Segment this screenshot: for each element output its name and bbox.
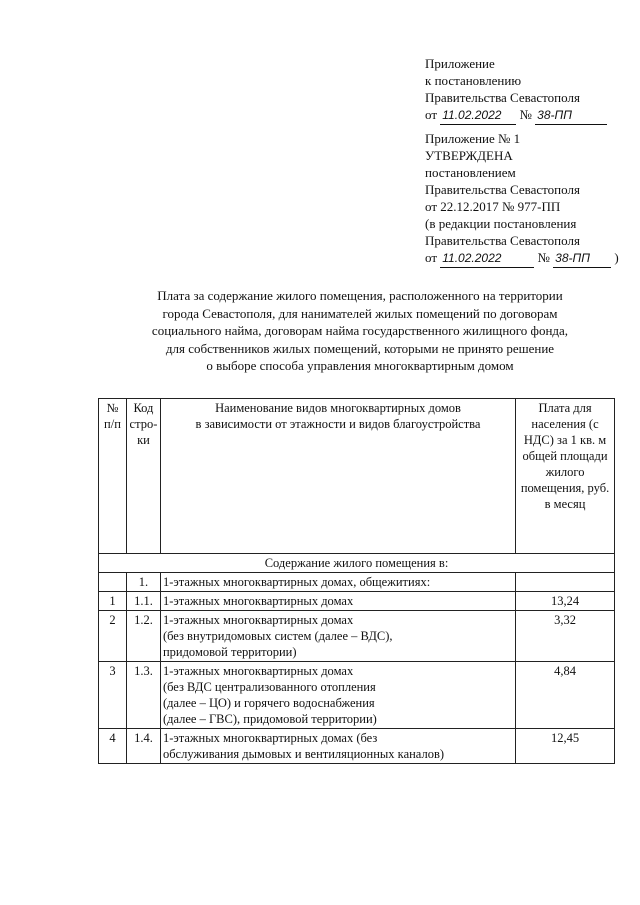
- approval-line: УТВЕРЖДЕНА: [425, 148, 513, 163]
- group-code: 1.: [126, 573, 160, 592]
- approval-line: Приложение № 1: [425, 131, 521, 146]
- approval-number: 38-ПП: [553, 250, 611, 268]
- approval-line: постановлением: [425, 165, 516, 180]
- group-name: 1-этажных многоквартирных домах, общежитиях:: [160, 573, 515, 592]
- approval-line: Правительства Севастополя: [425, 233, 580, 248]
- row-name: 1-этажных многоквартирных домах (без обслуживания дымовых и вентиляционных каналов): [160, 729, 515, 764]
- document-title: Плата за содержание жилого помещения, расположенного на территории города Севастополя, для нанимателей жилых помещений по договорам социального найма, договорам найма государственного жилищного фонда, для собственников жилых помещений, которыми не принято решение о выборе способа управления многоквартирным домом: [151, 288, 569, 373]
- table-row: [99, 662, 615, 729]
- section-row: [99, 554, 615, 573]
- fee-table: [98, 398, 615, 764]
- header-name: Наименование видов многоквартирных домов в зависимости от этажности и видов благоустройства: [160, 399, 515, 554]
- appendix-line: к постановлению: [425, 73, 522, 88]
- row-code: 1.4.: [126, 729, 160, 764]
- approval-line: от 22.12.2017 № 977-ПП: [425, 199, 561, 214]
- approval-date-line: от 11.02.2022 № 38-ПП ): [425, 249, 635, 268]
- approval-date: 11.02.2022: [440, 250, 534, 268]
- row-num: 3: [99, 662, 127, 729]
- row-name: 1-этажных многоквартирных домах (без внутридомовых систем (далее – ВДС), придомовой территории): [160, 611, 515, 662]
- row-name: 1-этажных многоквартирных домах: [160, 592, 515, 611]
- row-code: 1.2.: [126, 611, 160, 662]
- appendix-date-line: от 11.02.2022 № 38-ПП: [425, 106, 635, 125]
- row-fee: 12,45: [516, 729, 615, 764]
- section-title: Содержание жилого помещения в:: [99, 554, 615, 573]
- row-code: 1.1.: [126, 592, 160, 611]
- appendix-line: Правительства Севастополя: [425, 90, 580, 105]
- row-code: 1.3.: [126, 662, 160, 729]
- table-row: [99, 592, 615, 611]
- approval-line: (в редакции постановления: [425, 216, 577, 231]
- row-fee: 3,32: [516, 611, 615, 662]
- row-fee: 4,84: [516, 662, 615, 729]
- row-num: 2: [99, 611, 127, 662]
- header-fee: Плата для населения (с НДС) за 1 кв. м общей площади жилого помещения, руб. в месяц: [516, 399, 615, 554]
- header-num: № п/п: [99, 399, 127, 554]
- header-code: Код стро-ки: [126, 399, 160, 554]
- approval-block: [425, 130, 635, 268]
- appendix-line: Приложение: [425, 56, 495, 71]
- appendix-number: 38-ПП: [535, 107, 607, 125]
- group-row: [99, 573, 615, 592]
- table-header-row: [99, 399, 615, 554]
- row-num: 1: [99, 592, 127, 611]
- approval-line: Правительства Севастополя: [425, 182, 580, 197]
- table-row: [99, 729, 615, 764]
- appendix-header: [425, 55, 635, 125]
- row-fee: 13,24: [516, 592, 615, 611]
- row-num: 4: [99, 729, 127, 764]
- row-name: 1-этажных многоквартирных домах (без ВДС централизованного отопления (далее – ЦО) и горячего водоснабжения (далее – ГВС), придомовой территории): [160, 662, 515, 729]
- appendix-date: 11.02.2022: [440, 107, 516, 125]
- table-row: [99, 611, 615, 662]
